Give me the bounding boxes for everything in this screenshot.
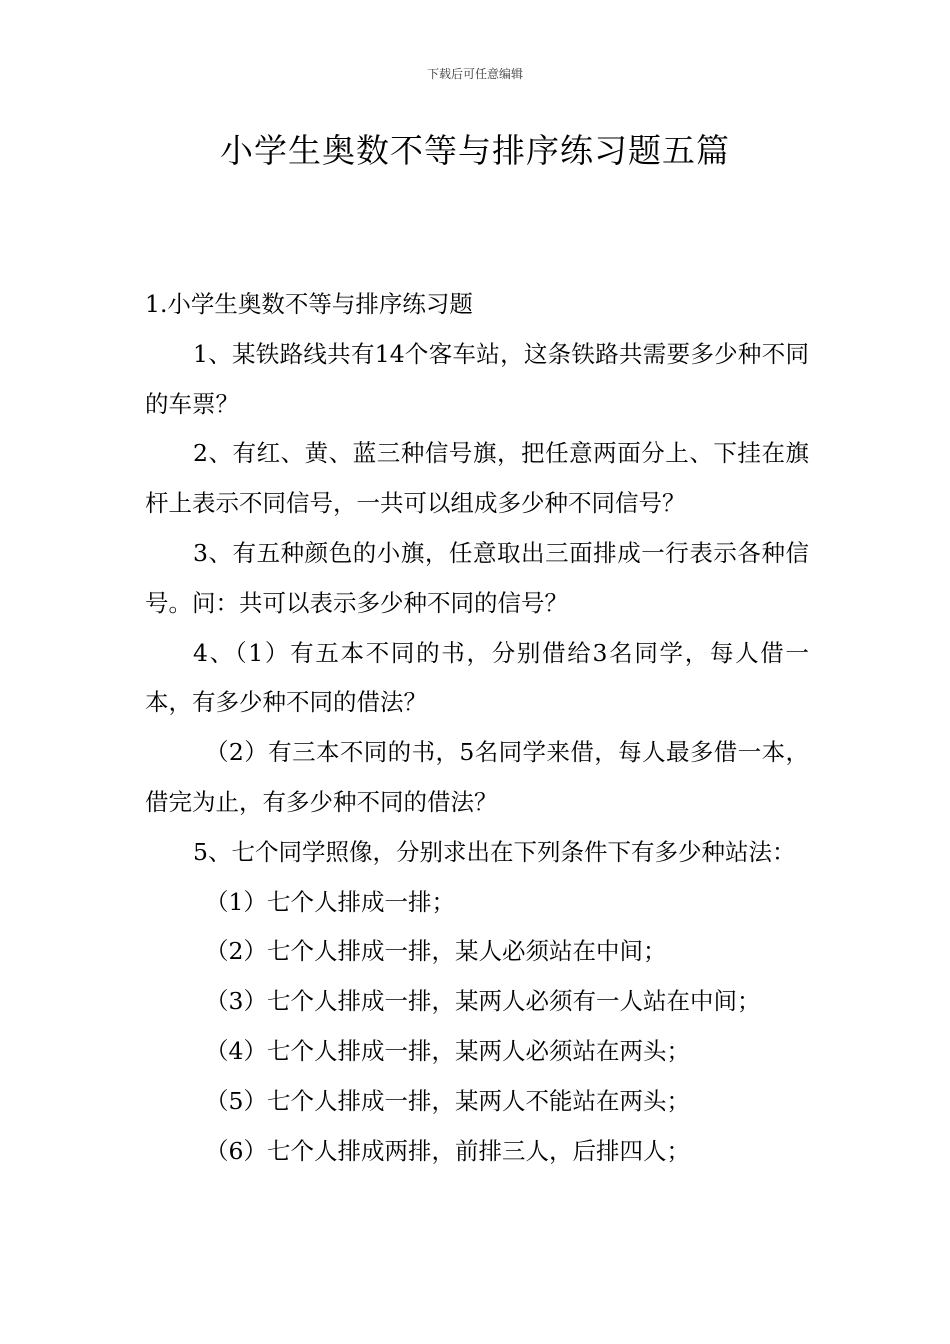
question-5-item-2: （2）七个人排成一排，某人必须站在中间； — [205, 937, 667, 966]
section-heading: 1.小学生奥数不等与排序练习题 — [145, 290, 473, 318]
page-title: 小学生奥数不等与排序练习题五篇 — [220, 131, 730, 170]
question-5-item-1: （1）七个人排成一排； — [205, 887, 455, 916]
question-5-item-6: （6）七个人排成两排，前排三人，后排四人； — [205, 1136, 690, 1165]
question-5: 5、七个同学照像，分别求出在下列条件下有多少种站法： — [193, 837, 796, 866]
question-5-item-4: （4）七个人排成一排，某两人必须站在两头； — [205, 1036, 690, 1065]
question-4-part-1: 4、（1）有五本不同的书，分别借给3名同学，每人借一本，有多少种不同的借法？ — [145, 638, 809, 717]
question-5-item-5: （5）七个人排成一排，某两人不能站在两头； — [205, 1086, 690, 1115]
question-5-item-3: （3）七个人排成一排，某两人必须有一人站在中间； — [205, 987, 761, 1016]
document-body — [145, 280, 809, 1176]
question-3: 3、有五种颜色的小旗，任意取出三面排成一行表示各种信号。问：共可以表示多少种不同的信号？ — [145, 538, 809, 617]
question-1: 1、某铁路线共有14个客车站，这条铁路共需要多少种不同的车票？ — [145, 339, 809, 418]
header-note: 下载后可任意编辑 — [426, 67, 523, 81]
question-2: 2、有红、黄、蓝三种信号旗，把任意两面分上、下挂在旗杆上表示不同信号，一共可以组成多少种不同信号？ — [145, 439, 809, 518]
question-4-part-2: （2）有三本不同的书，5名同学来借，每人最多借一本，借完为止，有多少种不同的借法？ — [145, 738, 809, 816]
